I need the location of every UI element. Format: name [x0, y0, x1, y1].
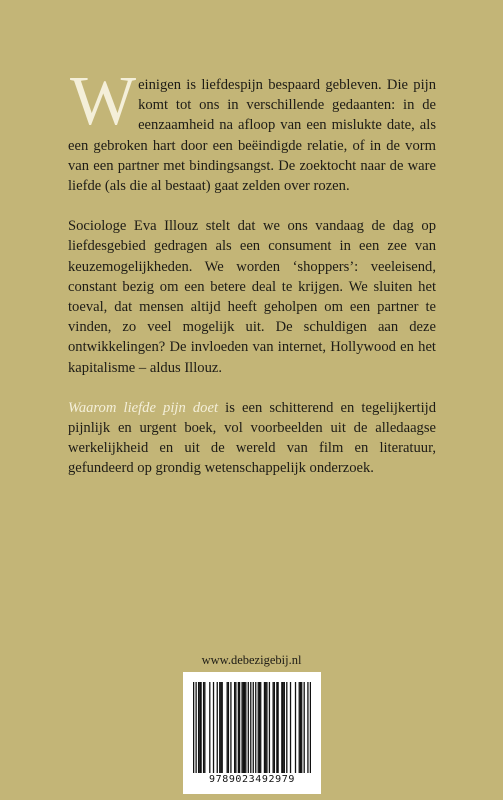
barcode-bar: [286, 682, 287, 774]
barcode-bar: [276, 682, 277, 774]
barcode-bar: [253, 682, 254, 774]
barcode-bar: [193, 682, 194, 774]
barcode-bar: [274, 682, 275, 774]
barcode-bar: [307, 682, 308, 774]
barcode-bar: [259, 682, 260, 774]
barcode-bar: [204, 682, 205, 774]
barcode-bar: [219, 682, 220, 774]
barcode-bar: [295, 682, 296, 774]
isbn-number: 9789023492979: [189, 773, 315, 787]
barcode-bar: [234, 682, 235, 774]
barcode-bar: [281, 682, 282, 774]
barcode-bar: [203, 682, 204, 774]
barcode-bar: [198, 682, 199, 774]
barcode-bar: [301, 682, 302, 774]
barcode-bar: [195, 682, 196, 774]
paragraph-illouz: Sociologe Eva Illouz stelt dat we ons vandaag de dag op liefdesgebied gedragen als een consument in een zee van keuzemogelijkheden. We worden ‘shoppers’: veeleisend, constant bezig om een betere deal te krijgen. We sluiten het toeval, dat mensen altijd heeft geholpen om een partner te vinden, zo veel mogelijk uit. De schuldigen aan deze ontwikkelingen? De invloeden van internet, Hollywood en het kapitalisme – aldus Illouz.: [68, 218, 436, 376]
book-title: Waarom liefde pijn doet: [68, 399, 219, 416]
drop-cap: W: [70, 63, 137, 140]
barcode-bar: [241, 682, 242, 774]
barcode-bar: [255, 682, 256, 774]
barcode-bar: [277, 682, 278, 774]
paragraph-intro: [68, 63, 436, 196]
barcode-bar: [213, 682, 214, 774]
blurb: [68, 63, 437, 479]
barcode-bar: [243, 682, 244, 774]
paragraph-praise-text: is een schitterend en tegelijkertijd pijnlijk en urgent boek, vol voorbeelden uit de alledaagse werkelijkheid en uit de wereld van film en literatuur, gefundeerd op grondig wetenschappelijk onderzoek.: [68, 399, 437, 477]
barcode-bar: [222, 682, 223, 774]
isbn-barcode: [183, 672, 321, 794]
barcode-bar: [244, 682, 245, 774]
barcode-bar: [264, 682, 265, 774]
barcode-bar: [290, 682, 291, 774]
barcode-bars: [193, 682, 311, 774]
barcode-bar: [227, 682, 228, 774]
barcode-bar: [310, 682, 311, 774]
barcode-bar: [284, 682, 285, 774]
barcode-bar: [199, 682, 200, 774]
barcode-bar: [209, 682, 210, 774]
barcode-bar: [272, 682, 273, 774]
paragraph-praise: [68, 398, 436, 479]
barcode-bar: [265, 682, 266, 774]
barcode-bar: [260, 682, 261, 774]
barcode-bar: [282, 682, 283, 774]
barcode-bar: [245, 682, 246, 774]
barcode-bar: [299, 682, 300, 774]
barcode-bar: [235, 682, 236, 774]
barcode-bar: [248, 682, 249, 774]
barcode-bar: [300, 682, 301, 774]
barcode-bar: [220, 682, 221, 774]
barcode-bar: [258, 682, 259, 774]
barcode-bar: [266, 682, 267, 774]
publisher-url: www.debezigebij.nl: [201, 653, 302, 667]
paragraph-intro-text: einigen is liefdespijn bespaard gebleven. Die pijn komt tot ons in verschillende gedaanten: in de eenzaamheid na afloop van een mislukte date, als een gebroken hart door een beëindigde relatie, of in de vorm van een partner met bindingsangst. De zoektocht naar de ware liefde (als die al bestaat) gaat zelden over rozen.: [68, 77, 436, 195]
barcode-bar: [239, 682, 240, 774]
barcode-bar: [304, 682, 305, 774]
barcode-bar: [230, 682, 231, 774]
barcode-bar: [228, 682, 229, 774]
barcode-bar: [200, 682, 201, 774]
barcode-bar: [269, 682, 270, 774]
barcode-bar: [238, 682, 239, 774]
barcode-bar: [250, 682, 251, 774]
barcode-bar: [217, 682, 218, 774]
